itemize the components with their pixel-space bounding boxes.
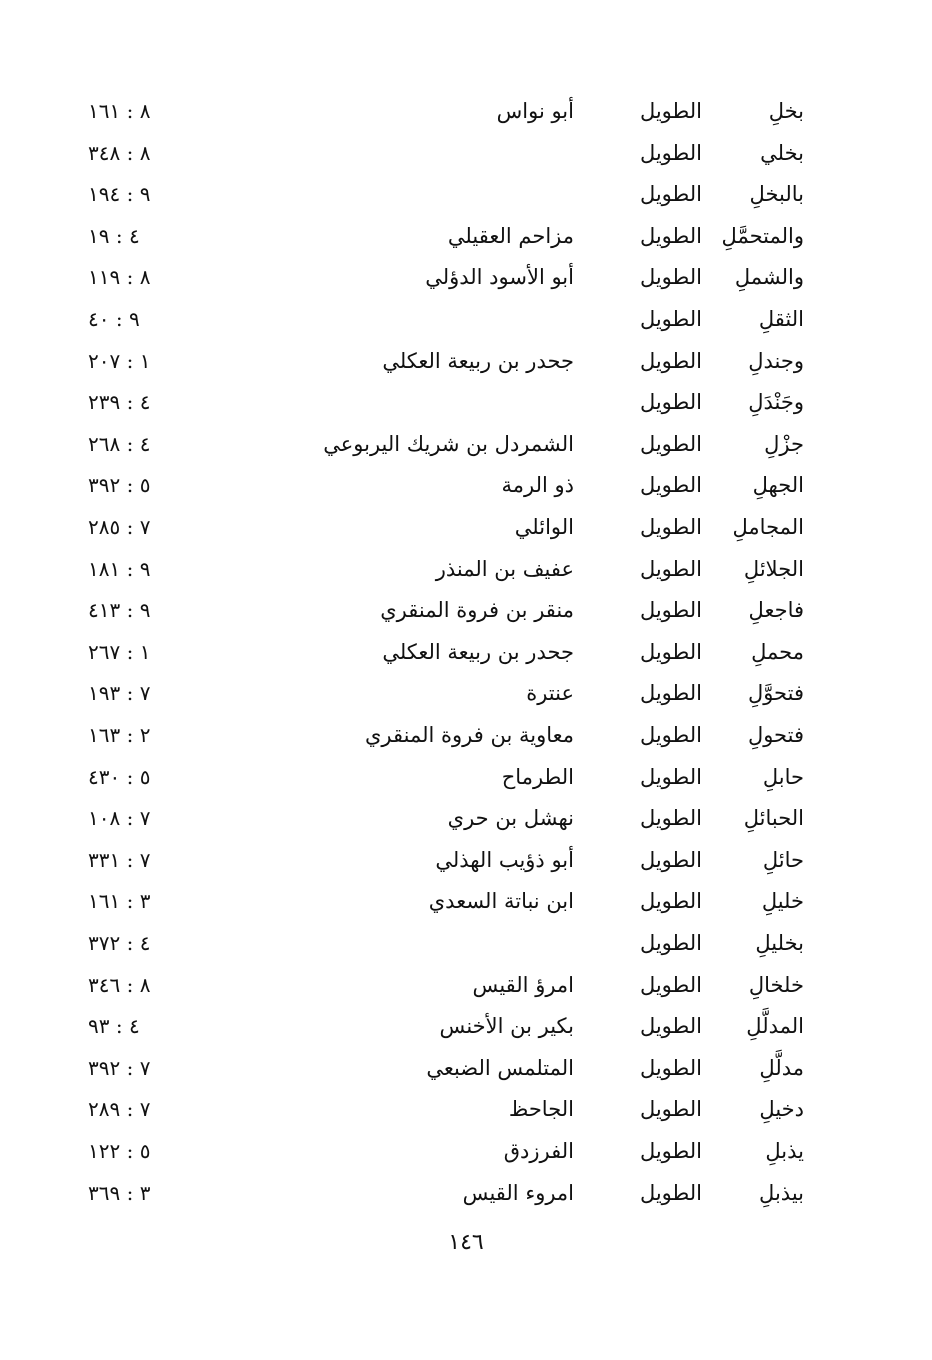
poet-name: مزاحم العقيلي — [447, 223, 574, 248]
index-entry — [0, 340, 932, 382]
rhyme-word: بالبخلِ — [749, 182, 804, 207]
index-entry — [0, 797, 932, 839]
index-entry — [0, 90, 932, 132]
meter-name: الطويل — [639, 473, 702, 498]
meter-name: الطويل — [639, 307, 702, 331]
meter-name: الطويل — [639, 806, 702, 831]
volume-page-ref: ٩ : ٤١٣ — [88, 598, 151, 623]
rhyme-word: الحبائلِ — [743, 806, 804, 831]
poet-name: أبو نواس — [496, 99, 574, 123]
poet-name: منقر بن فروة المنقري — [380, 598, 574, 623]
volume-page-ref: ٩ : ٤٠ — [88, 307, 140, 331]
poet-name: ابن نباتة السعدي — [428, 889, 574, 914]
meter-name: الطويل — [639, 681, 702, 706]
poet-name: أبو الأسود الدؤلي — [425, 265, 574, 290]
meter-name: الطويل — [639, 1139, 702, 1163]
poet-name: أبو ذؤيب الهذلي — [435, 847, 574, 872]
poet-name: الفرزدق — [503, 1139, 574, 1163]
volume-page-ref: ٥ : ٣٩٢ — [88, 473, 151, 498]
poet-name: الوائلي — [514, 515, 574, 539]
rhyme-word: فتحوَّلِ — [747, 681, 804, 706]
volume-page-ref: ١ : ٢٠٧ — [88, 348, 151, 373]
rhyme-word: فاجعلِ — [748, 598, 804, 623]
poet-name: جحدر بن ربيعة العكلي — [382, 348, 574, 373]
rhyme-word: بخلي — [760, 140, 804, 165]
rhyme-word: وجندلِ — [748, 348, 804, 373]
rhyme-word: محملِ — [751, 639, 804, 664]
rhyme-word: مدلَّلِ — [759, 1055, 804, 1080]
index-entry — [0, 1088, 932, 1130]
index-entry — [0, 506, 932, 548]
rhyme-word: المدلَّلِ — [746, 1014, 804, 1039]
rhyme-word: بخليلِ — [755, 931, 804, 955]
rhyme-word: فتحولِ — [747, 723, 804, 747]
page-number: ١٤٦ — [448, 1230, 484, 1255]
volume-page-ref: ٧ : ٣٣١ — [88, 847, 151, 872]
rhyme-word: جزْلِ — [764, 431, 804, 456]
volume-page-ref: ٥ : ١٢٢ — [88, 1139, 151, 1163]
volume-page-ref: ١ : ٢٦٧ — [88, 639, 151, 664]
volume-page-ref: ٧ : ١٠٨ — [88, 806, 151, 831]
volume-page-ref: ٧ : ٢٨٥ — [88, 515, 151, 539]
index-entry — [0, 381, 932, 423]
index-entry — [0, 964, 932, 1006]
poet-name: جحدر بن ربيعة العكلي — [382, 639, 574, 664]
index-entry — [0, 880, 932, 922]
meter-name: الطويل — [639, 972, 702, 997]
meter-name: الطويل — [639, 639, 702, 664]
poet-name: الشمردل بن شريك اليربوعي — [323, 431, 574, 456]
meter-name: الطويل — [639, 182, 702, 207]
volume-page-ref: ٨ : ٣٤٦ — [88, 972, 151, 997]
rhyme-word: والشملِ — [734, 265, 804, 290]
rhyme-word: المجاملِ — [732, 515, 804, 539]
index-entry — [0, 215, 932, 257]
rhyme-word: وجَنْدَلِ — [748, 390, 804, 415]
rhyme-word: الثقلِ — [758, 307, 804, 331]
meter-name: الطويل — [639, 556, 702, 581]
index-entry — [0, 256, 932, 298]
poet-name: عنترة — [526, 681, 574, 706]
poet-name: المتلمس الضبعي — [426, 1055, 574, 1080]
volume-page-ref: ٢ : ١٦٣ — [88, 723, 151, 747]
meter-name: الطويل — [639, 99, 702, 123]
volume-page-ref: ٨ : ١٦١ — [88, 99, 151, 123]
rhyme-word: حابلِ — [762, 764, 804, 789]
rhyme-word: دخيلِ — [759, 1097, 804, 1122]
volume-page-ref: ٤ : ٢٦٨ — [88, 431, 151, 456]
index-entry — [0, 631, 932, 673]
volume-page-ref: ٩ : ١٨١ — [88, 556, 151, 581]
rhyme-word: يذبلِ — [765, 1139, 804, 1163]
poet-name: بكير بن الأخنس — [439, 1014, 574, 1039]
volume-page-ref: ٥ : ٤٣٠ — [88, 764, 151, 789]
meter-name: الطويل — [639, 764, 702, 789]
index-entry — [0, 1172, 932, 1214]
rhyme-word: الجهلِ — [752, 473, 804, 498]
volume-page-ref: ٤ : ٣٧٢ — [88, 931, 151, 955]
poet-name: ذو الرمة — [501, 473, 574, 498]
meter-name: الطويل — [639, 390, 702, 415]
index-entry — [0, 1005, 932, 1047]
rhyme-word: بيذبلِ — [759, 1180, 804, 1205]
meter-name: الطويل — [639, 598, 702, 623]
volume-page-ref: ٤ : ٩٣ — [88, 1014, 140, 1039]
volume-page-ref: ٣ : ١٦١ — [88, 889, 151, 914]
meter-name: الطويل — [639, 1097, 702, 1122]
poet-name: امرؤ القيس — [472, 972, 574, 997]
index-entry — [0, 173, 932, 215]
meter-name: الطويل — [639, 889, 702, 914]
index-entry — [0, 714, 932, 756]
index-entry — [0, 1130, 932, 1172]
index-entry — [0, 1047, 932, 1089]
poet-name: الجاحظ — [508, 1097, 574, 1122]
index-entry — [0, 839, 932, 881]
poet-name: امروء القيس — [462, 1180, 574, 1205]
volume-page-ref: ٩ : ١٩٤ — [88, 182, 151, 207]
poet-name: الطرماح — [501, 764, 574, 789]
index-entry — [0, 548, 932, 590]
poet-name: معاوية بن فروة المنقري — [364, 723, 574, 747]
volume-page-ref: ٧ : ٣٩٢ — [88, 1055, 151, 1080]
meter-name: الطويل — [639, 1014, 702, 1039]
rhyme-word: خليلِ — [761, 889, 804, 914]
poet-name: نهشل بن حري — [447, 806, 574, 831]
index-entry — [0, 298, 932, 340]
meter-name: الطويل — [639, 431, 702, 456]
rhyme-word: خلخالِ — [748, 972, 804, 997]
volume-page-ref: ٣ : ٣٦٩ — [88, 1180, 151, 1205]
meter-name: الطويل — [639, 723, 702, 747]
index-entry — [0, 464, 932, 506]
index-entry — [0, 423, 932, 465]
poet-name: عفيف بن المنذر — [435, 556, 574, 581]
volume-page-ref: ٧ : ١٩٣ — [88, 681, 151, 706]
rhyme-word: حائلِ — [762, 847, 804, 872]
index-entry — [0, 922, 932, 964]
meter-name: الطويل — [639, 847, 702, 872]
rhyme-word: الجلائلِ — [743, 556, 804, 581]
meter-name: الطويل — [639, 515, 702, 539]
meter-name: الطويل — [639, 931, 702, 955]
meter-name: الطويل — [639, 140, 702, 165]
rhyme-word: والمتحمَّلِ — [721, 223, 804, 248]
meter-name: الطويل — [639, 1180, 702, 1205]
rhyme-word: بخلِ — [768, 99, 804, 123]
volume-page-ref: ٤ : ١٩ — [88, 223, 140, 248]
meter-name: الطويل — [639, 265, 702, 290]
index-entry — [0, 756, 932, 798]
volume-page-ref: ٤ : ٢٣٩ — [88, 390, 151, 415]
index-entry — [0, 589, 932, 631]
meter-name: الطويل — [639, 223, 702, 248]
volume-page-ref: ٧ : ٢٨٩ — [88, 1097, 151, 1122]
volume-page-ref: ٨ : ٣٤٨ — [88, 140, 151, 165]
meter-name: الطويل — [639, 348, 702, 373]
index-entry — [0, 132, 932, 174]
meter-name: الطويل — [639, 1055, 702, 1080]
volume-page-ref: ٨ : ١١٩ — [88, 265, 151, 290]
index-entry — [0, 672, 932, 714]
